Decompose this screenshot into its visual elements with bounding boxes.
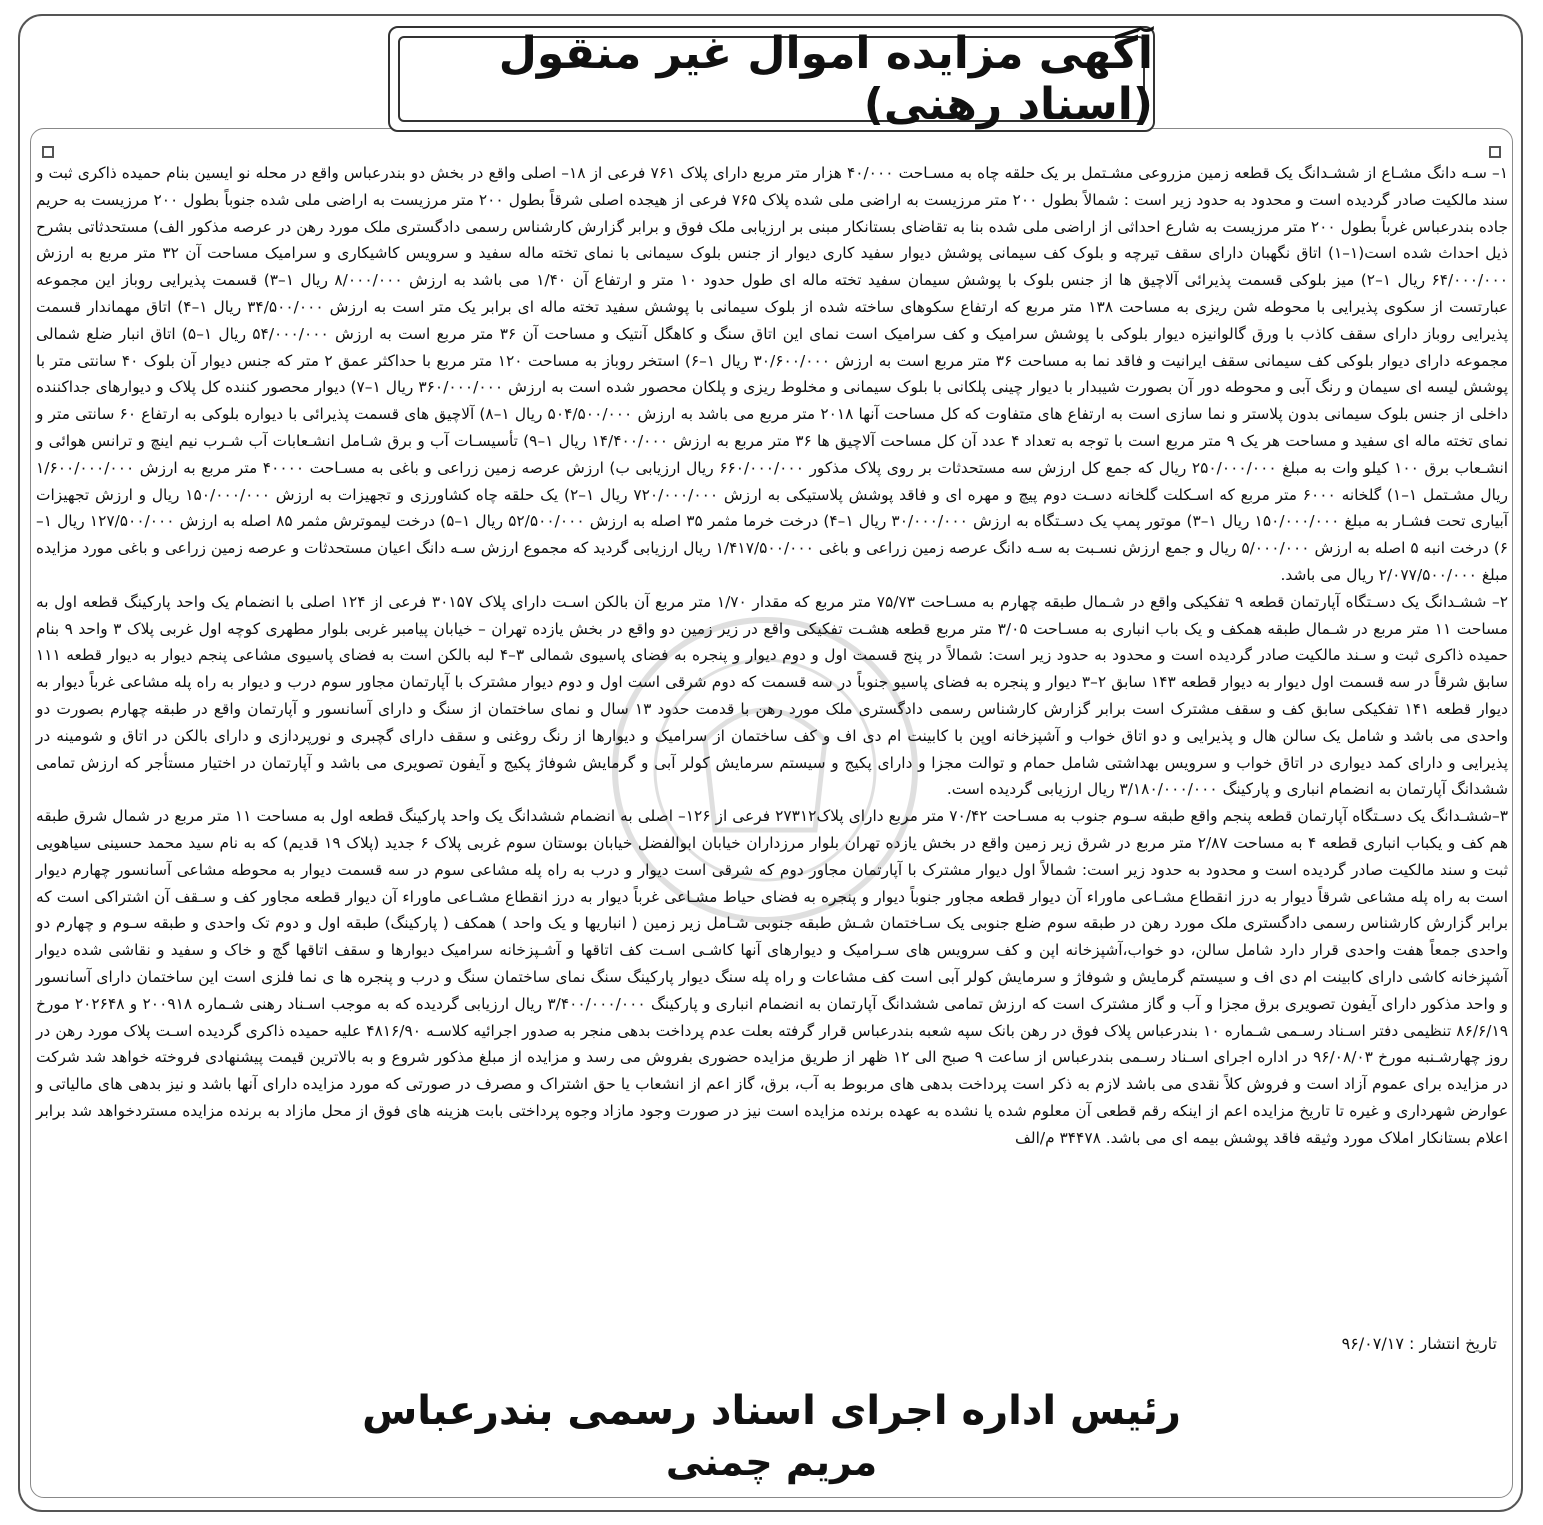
- notice-body: [36, 160, 1508, 1151]
- page-title: آگهی مزایده اموال غیر منقول (اسناد رهنی): [498, 28, 1153, 130]
- title-box: [388, 26, 1155, 132]
- signature-title: رئیس اداره اجرای اسناد رسمی بندرعباس: [362, 1388, 1181, 1434]
- publish-date: تاریخ انتشار : ۹۶/۰۷/۱۷: [1341, 1334, 1497, 1353]
- signature-name: مریم چمنی: [665, 1440, 878, 1484]
- corner-ornament: [1489, 146, 1501, 158]
- paragraph-item-1: ۱– سـه دانگ مشـاع از ششـدانگ یک قطعه زمین مزروعی مشـتمل بر یک حلقه چاه به مسـاحت ۴۰/۰۰۰ هزار متر مربع دارای پلاک ۷۶۱ فرعی از ۱۸– اصلی واقع در بخش دو بندرعباس واقع در محله نو ایسین بنام حمیده ذاکری ثبت و سند مالکیت صادر گردیده است و محدود به حدود زیر است : شمالاً بطول ۲۰۰ متر مرزیست به اراضی ملی شده پلاک ۷۶۵ فرعی از هیجده اصلی شرقاً بطول ۲۰۰ متر مرزیست به اراضی ملی شده جنوباً بطول ۲۰۰ مرزیست به حریم جاده بندرعباس غرباً بطول ۲۰۰ متر مرزیست به شارع احداثی از اراضی ملی شده بنا به تقاضای بستانکار مبنی بر ارزیابی ملک فوق و برابر گزارش کارشناس رسمی دادگستری ملک مورد رهن در عرصه مذکور الف) مستحدثاتی بشرح ذیل احداث شده است(۱–۱) اتاق نگهبان دارای سقف تیرچه و بلوک کف سیمانی پوشش دیوار سفید کاری دیوار از جنس بلوک سیمانی با نمای تخته ماله سفید و سرویس کاشیکاری و سرامیک مساحت آن ۳۲ متر مربع به ارزش ۶۴/۰۰۰/۰۰۰ ریال ۱–۲) میز بلوکی قسمت پذیرائی آلاچیق ها از جنس بلوک با پوشش سیمان سفید تخته ماله ای طول حدود ۱۰ متر و ارتفاع آن ۱/۴۰ می باشد به ارزش ۸/۰۰۰/۰۰۰ ریال ۱–۳) قسمت پذیرایی روباز این مجموعه عبارتست از سکوی پذیرایی با محوطه شن ریزی به مساحت ۱۳۸ متر مربع که ارتفاع سکوهای ساخته شده از بلوک سیمانی با پوشش سفید تخته ماله ای برابر یک متر است به ارزش ۳۴/۵۰۰/۰۰۰ ریال ۱–۴) اتاق مهماندار قسمت پذیرایی روباز دارای سقف کاذب با ورق گالوانیزه دیوار بلوکی با پوشش سرامیک و کف سرامیک است نمای این اتاق سنگ و کاهگل آنتیک و مساحت آن ۳۶ متر مربع است به ارزش ۵۴/۰۰۰/۰۰۰ ریال ۱–۵) اتاق انبار ضلع شمالی مجموعه دارای دیوار بلوکی کف سیمانی سقف ایرانیت و فاقد نما به مساحت ۳۶ متر مربع است به ارزش ۳۰/۶۰۰/۰۰۰ ریال ۱–۶) استخر روباز به مساحت ۱۲۰ متر مربع با حداکثر عمق ۲ متر که جنس دیوار آن بلوک ۴۰ سانتی متر با پوشش لیسه ای سیمان و رنگ آبی و محوطه دور آن بصورت شیبدار با دیوار چینی پلکانی با بلوک سیمانی و مخلوط ریزی و پلکان محصور شده است به ارزش ۳۶۰/۰۰۰/۰۰۰ ریال ۱–۷) دیوار محصور کننده کل پلاک و دیوارهای جداکننده داخلی از جنس بلوک سیمانی بدون پلاستر و نما سازی است به ارتفاع های متفاوت که کل مساحت آنها ۲۰۱۸ متر مربع می باشد به ارزش ۵۰۴/۵۰۰/۰۰۰ ریال ۱–۸) آلاچیق های قسمت پذیرائی با دیواره بلوکی به ارتفاع ۶۰ سانتی متر و نمای تخته ماله ای سفید و مساحت هر یک ۹ متر مربع است با توجه به تعداد ۴ عدد آن کل مساحت آلاچیق ها ۳۶ متر مربع به ارزش ۱۴/۴۰۰/۰۰۰ ریال ۱–۹) تأسیسـات آب و برق شـامل انشـعابات آب شـرب نیم اینچ و ترانس هوائی و انشـعاب برق ۱۰۰ کیلو وات به مبلغ ۲۵۰/۰۰۰/۰۰۰ ریال که جمع کل ارزش سه مستحدثات بر روی پلاک مذکور ۶۶۰/۰۰۰/۰۰۰ ریال ارزیابی ب) ارزش عرصه زمین زراعی و باغی به مسـاحت ۴۰۰۰۰ متر مربع به ارزش ۱/۶۰۰/۰۰۰/۰۰۰ ریال مشـتمل ۱–۱) گلخانه ۶۰۰۰ متر مربع که اسـکلت گلخانه دسـت دوم پیچ و مهره ای و فاقد پوشش پلاستیکی به ارزش ۷۲۰/۰۰۰/۰۰۰ ریال ۱–۲) یک حلقه چاه کشاورزی و تجهیزات به ارزش ۱۵۰/۰۰۰/۰۰۰ ریال و ارزش تجهیزات آبیاری تحت فشـار به مبلغ ۱۵۰/۰۰۰/۰۰۰ ریال ۱–۳) موتور پمپ یک دسـتگاه به ارزش ۳۰/۰۰۰/۰۰۰ ریال ۱–۴) درخت خرما مثمر ۳۵ اصله به ارزش ۵۲/۵۰۰/۰۰۰ ریال ۱–۵) درخت لیموترش مثمر ۸۵ اصله به ارزش ۱۲۷/۵۰۰/۰۰۰ ریال ۱–۶) درخت انبه ۵ اصله به ارزش ۵/۰۰۰/۰۰۰ ریال و جمع ارزش نسـبت به سـه دانگ عرصه زمین زراعی و باغی ۱/۴۱۷/۵۰۰/۰۰۰ ریال ارزیابی گردید که مجموع ارزش سـه دانگ اعیان مستحدثات و عرصه زمین زراعی و باغی مورد مزایده مبلغ ۲/۰۷۷/۵۰۰/۰۰۰ ریال می باشد.: [36, 164, 1509, 584]
- paragraph-item-2: ۲– ششـدانگ یک دسـتگاه آپارتمان قطعه ۹ تفکیکی واقع در شـمال طبقه چهارم به مسـاحت ۷۵/۷۳ متر مربع که مقدار ۱/۷۰ متر مربع آن بالکن اسـت دارای پلاک ۳۰۱۵۷ فرعی از ۱۲۴ اصلی با انضمام یک واحد پارکینگ قطعه اول به مساحت ۱۱ متر مربع در شـمال طبقه همکف و یک باب انباری به مسـاحت ۳/۰۵ متر مربع قطعه هشـت تفکیکی واقع در زیر زمین دو واقع در بخش یازده تهران – خیابان پیامبر غربی بلوار مطهری کوچه اول غربی پلاک ۳ واحد ۹ بنام حمیده ذاکری ثبت و سـند مالکیت صادر گردیده است و محدود به حدود زیر است: شمالاً در پنج قسمت اول و دوم دیوار و پنجره به فضای پاسیوی شمالی ۳–۴ لبه بالکن است به فضای پاسیوی مشاعی پنجم دیوار به دیوار قطعه ۱۱۱ سابق شرقاً در سه قسمت اول دیوار به دیوار قطعه ۱۴۳ سابق ۲–۳ دیوار و پنجره به فضای پاسیو جنوباً در سه قسمت که دوم شرقی است اول و دوم دیوار مشترک با آپارتمان مجاور سوم درب و دیوار به راه پله مشاعی غرباً دیوار به دیوار قطعه ۱۴۱ تفکیکی سابق کف و سقف مشترک است برابر گزارش کارشناس رسمی دادگستری ملک مورد رهن با قدمت حدود ۱۳ سال و نمای ساختمان از سنگ و دارای آسانسور و آپارتمان واقع در طبقه چهارم بصورت دو واحدی می باشد و شامل یک سالن هال و پذیرایی و دو اتاق خواب و آشپزخانه اوپن با کابینت ام دی اف و کف ساختمان از سرامیک و دیوارها از رنگ روغنی و سقف دارای گچبری و نورپردازی و دارای بالکن در اتاق و شومینه در پذیرایی و دارای کمد دیواری در اتاق خواب و سرویس بهداشتی شامل حمام و توالت مجزا و دارای پکیج و سیستم سرمایش کولر آبی و گرمایش شوفاژ پکیج و آیفون تصویری می باشد و آپارتمان در اختیار مستأجر که ارزش تمامی ششدانگ آپارتمان به انضمام انباری و پارکینگ ۳/۱۸۰/۰۰۰/۰۰۰ ریال ارزیابی گردیده است.: [36, 592, 1508, 799]
- paragraph-item-3: ۳–ششـدانگ یک دسـتگاه آپارتمان قطعه پنجم واقع طبقه سـوم جنوب به مسـاحت ۷۰/۴۲ متر مربع دارای پلاک۲۷۳۱۲ فرعی از ۱۲۶– اصلی به انضمام ششدانگ یک واحد پارکینگ قطعه اول به مساحت ۱۱ متر مربع در شمال شرق طبقه هم کف و یکباب انباری قطعه ۴ به مساحت ۲/۸۷ متر مربع در شرق زیر زمین واقع در بخش یازده تهران بلوار مرزداران خیابان ابوالفضل خیابان بوستان سوم غربی پلاک ۶ جدید (پلاک ۱۹ قدیم) که به نام سید محمد حسینی سیاهویی ثبت و سند مالکیت صادر گردیده است و محدود به حدود زیر است: شمالاً اول دیوار مشترک با آپارتمان مجاور دوم که شرقی است دیوار و درب به راه پله مشاعی سوم در سه قسمت دیوار به محوطه مشاعی آسانسور چهارم دیوار است به راه پله مشاعی شرقاً دیوار به درز انقطاع مشـاعی ماوراء آن دیوار قطعه مجاور جنوباً دیوار و پنجره به فضای حیاط مشـاعی غرباً دیوار به درز انقطاع مشـاعی ماوراء آن دیوار قطعه مجاور کف و سـقف آن اشتراکی است که برابر گزارش کارشناس رسمی دادگستری ملک مورد رهن در طبقه سوم ضلع جنوبی یک سـاختمان شـش طبقه جنوبی شـامل زیر زمین ( انباریها و یک واحد ) همکف ( پارکینگ) طبقه اول و دوم تک واحدی و طبقه سـوم و چهارم دو واحدی جمعاً هفت واحدی قرار دارد شامل سالن، دو خواب،آشپزخانه اپن و کف سرویس های سـرامیک و دیوارهای آنها کاشـی اسـت کف اتاقها و آشـپزخانه سرامیک دیوارها و سقف اتاقها گچ و خاک و سفید و نقاشی شده دیوار آشپزخانه کاشی دارای کابینت ام دی اف و سیستم گرمایش و شوفاژ و سرمایش کولر آبی است کف مشاعات و راه پله سنگ دیوار پارکینگ سنگ نمای ساختمان سنگ و درب و پنجره ها ی نما فلزی است این ساختمان دارای آسانسور و واحد مذکور دارای آیفون تصویری برق مجزا و آب و گاز مشترک است که ارزش تمامی ششدانگ آپارتمان به انضمام انباری و پارکینگ ۳/۴۰۰/۰۰۰/۰۰۰ ریال ارزیابی گردیده که به موجب اسـناد رهنی شـماره ۲۰۰۹۱۸ و ۲۰۲۶۴۸ مورخ ۸۶/۶/۱۹ تنظیمی دفتر اسـناد رسـمی شـماره ۱۰ بندرعباس پلاک فوق در رهن بانک سپه شعبه بندرعباس قرار گرفته بعلت عدم پرداخت بدهی منجر به صدور اجرائیه کلاسـه ۴۸۱۶/۹۰ علیه حمیده ذاکری گردیده اسـت پلاک مورد رهن در روز چهارشـنبه مورخ ۹۶/۰۸/۰۳ در اداره اجرای اسـناد رسـمی بندرعباس از ساعت ۹ صبح الی ۱۲ ظهر از طریق مزایده حضوری بفروش می رسد و مزایده از مبلغ مذکور شروع و به بالاترین قیمت پیشنهادی فروخته خواهد شد شرکت در مزایده برای عموم آزاد است و فروش کلاً نقدی می باشد لازم به ذکر است پرداخت بدهی های مربوط به آب، برق، گاز اعم از انشعاب یا حق اشتراک و مصرف در صورتی که مورد مزایده دارای آنها باشد و نیز بدهی های مالیاتی و عوارض شهرداری و غیره تا تاریخ مزایده اعم از اینکه رقم قطعی آن معلوم شده یا نشده به عهده برنده مزایده است نیز در صورت وجود مازاد وجوه پرداختی بابت هزینه های فوق از محل مازاد به برنده مزایده مستردخواهد شد برابر اعلام بستانکار املاک مورد وثیقه فاقد پوشش بیمه ای می باشد. ۳۴۴۷۸ م/الف: [36, 807, 1509, 1147]
- corner-ornament: [42, 146, 54, 158]
